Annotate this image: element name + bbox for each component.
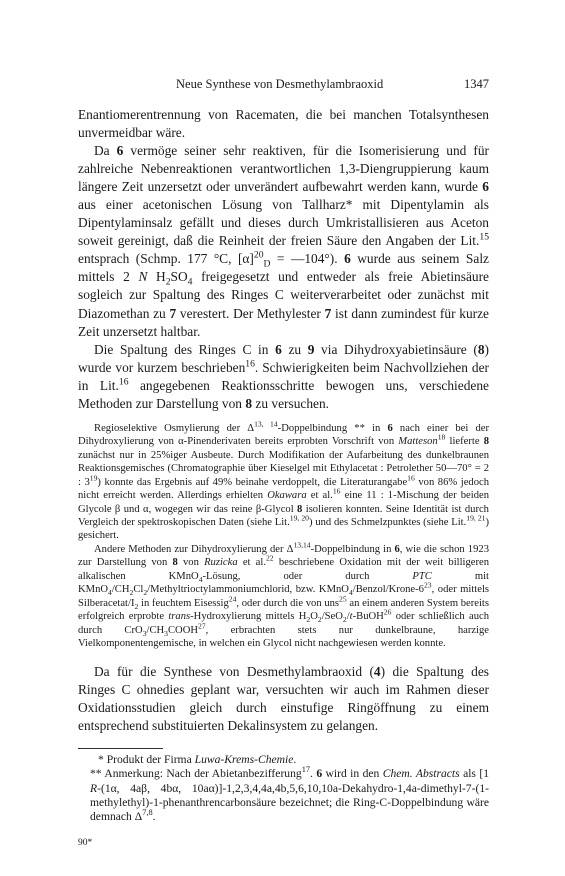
- small-paragraph-1: Regioselektive Osmylierung der Δ$^{13, 14}$-Doppelbindung ** in 6 nach einer bei der Dihydroxylierung von α-Pinenderivaten bereits erprobten Vorschrift von Matteson$^{18}$ lieferte 8 zunächst nur in 25%iger Ausbeute. Durch Modifikation der Aufarbeitung des dunkelbraunen Reaktionsgemisches (Chromatographie über Kieselgel mit Ethylacetat : Petrolether 50—70° = 2 : $3^{19}$) konnte das Ergebnis auf 49% beinahe verdoppelt, die Literaturangabe$^{16}$ von 86% jedoch nicht erreicht werden. Allerdings erhielten Okawara et al.$^{16}$ eine 11 : 1-Mischung der beiden Glycole β und α, wogegen wir das reine β-Glycol 8 isolieren konnten. Seine Identität ist durch Vergleich der spektroskopischen Daten (siehe Lit.$^{19, 20}$) und des Schmelzpunktes (siehe Lit.$^{19, 21}$) gesichert.: [78, 419, 490, 542]
- concluding-text: [78, 663, 489, 735]
- small-paragraph-2: Andere Methoden zur Dihydroxylierung der Δ$^{13,14}$-Doppelbindung in 6, wie die schon 1923 zur Darstellung von 8 von Ruzicka et al.$^{22}$ beschriebene Oxidation mit der weit billigeren alkalischen KMnO$_4$-Lösung, oder durch PTC mit $KMnO_4/CH_2Cl_2$/Methyltrioctylammoniumchlorid, bzw. $KMnO_4/Benzol/Krone-6^{23}$, oder mittels Silberacetat/$I_2$ in feuchtem Eisessig$^{24}$, oder durch die von uns$^{25}$ an einem anderen System bereits erfolgreich erprobte trans-Hydroxylierung mittels $H_2O_2/SeO_2/t-BuOH^{26}$ oder schließlich auch durch $CrO_3/CH_3COOH^{27}$, erbrachten stets nur dunkelbraune, harzige Vielkomponentengemische, in welchen ein Glycol nicht nachgewiesen werden konnte.: [78, 540, 490, 650]
- journal-page: [78, 77, 489, 848]
- footnotes: [78, 753, 489, 825]
- footnote-1: * Produkt der Firma Luwa-Krems-Chemie.: [98, 752, 297, 766]
- author-okawara: Okawara: [267, 490, 307, 502]
- page-header: [78, 77, 489, 95]
- small-print-block: [78, 419, 490, 651]
- page-number: 1347: [464, 77, 489, 91]
- running-title: Neue Synthese von Desmethylambraoxid: [176, 77, 384, 91]
- author-ruzicka: Ruzicka: [204, 557, 238, 569]
- paragraph-1: Enantiomerentrennung von Racematen, die bei manchen Totalsynthesen unvermeidbar wäre.: [78, 107, 489, 141]
- paragraph-2: Da 6 vermöge seiner sehr reaktiven, für die Isomerisierung und für zahlreiche Nebenreaktionen verantwortlichen 1,3-Diengruppierung kaum längere Zeit unzersetzt oder unverändert aufbewahrt werden kann, wurde 6 aus einer acetonischen Lösung von Tallharz* mit Dipentylamin als Dipentylaminsalz gefällt und dieses durch Umkristallisieren aus Aceton soweit gereinigt, daß die Reinheit der freien Säure den Angaben der Lit.$^{15}$ entsprach (Schmp. 177 °C, $[\alpha]^{20}_D$ = —104°). 6 wurde aus seinem Salz mittels 2 N $H_2SO_4$ freigegesetzt und entweder als freie Abietinsäure sogleich zur Spaltung des Ringes C weiterverarbeitet oder zunächst mit Diazomethan zu 7 verestert. Der Methylester 7 ist dann zumindest für kurze Zeit unzersetzt haltbar.: [78, 143, 489, 339]
- footnote-2: ** Anmerkung: Nach der Abietanbezifferung$^{17}$. 6 wird in den Chem. Abstracts als [1 R-(1α, 4aβ, 4bα, 10aα)]-1,2,3,4,4a,4b,5,6,10,10a-Dekahydro-1,4a-dimethyl-7-(1-methylethyl)-1-phenanthrencarbonsäure bezeichnet; die Ring-C-Doppelbindung wäre demnach Δ$^{7,8}$.: [90, 765, 490, 824]
- signature-mark: 90*: [78, 837, 93, 848]
- paragraph-3: Die Spaltung des Ringes C in 6 zu 9 via Dihydroxyabietinsäure (8) wurde vor kurzem beschrieben$^{16}$. Schwierigkeiten beim Nachvollziehen der in Lit.$^{16}$ angegebenen Reaktionsschritte bewogen uns, verschiedene Methoden zur Darstellung von 8 zu versuchen.: [78, 341, 490, 411]
- paragraph-4: Da für die Synthese von Desmethylambraoxid (4) die Spaltung des Ringes C ohnedies geplant war, versuchten wir auch im Rahmen dieser Oxidationsstudien gleich durch einstufige Ringöffnung zu einem entsprechend substituierten Dekalinsystem zu gelangen.: [78, 663, 489, 733]
- citation: 15: [479, 231, 489, 243]
- citation: 16: [245, 358, 255, 370]
- author-matteson: Matteson: [398, 436, 438, 448]
- main-text: [78, 106, 489, 413]
- footnote-rule: [78, 748, 163, 749]
